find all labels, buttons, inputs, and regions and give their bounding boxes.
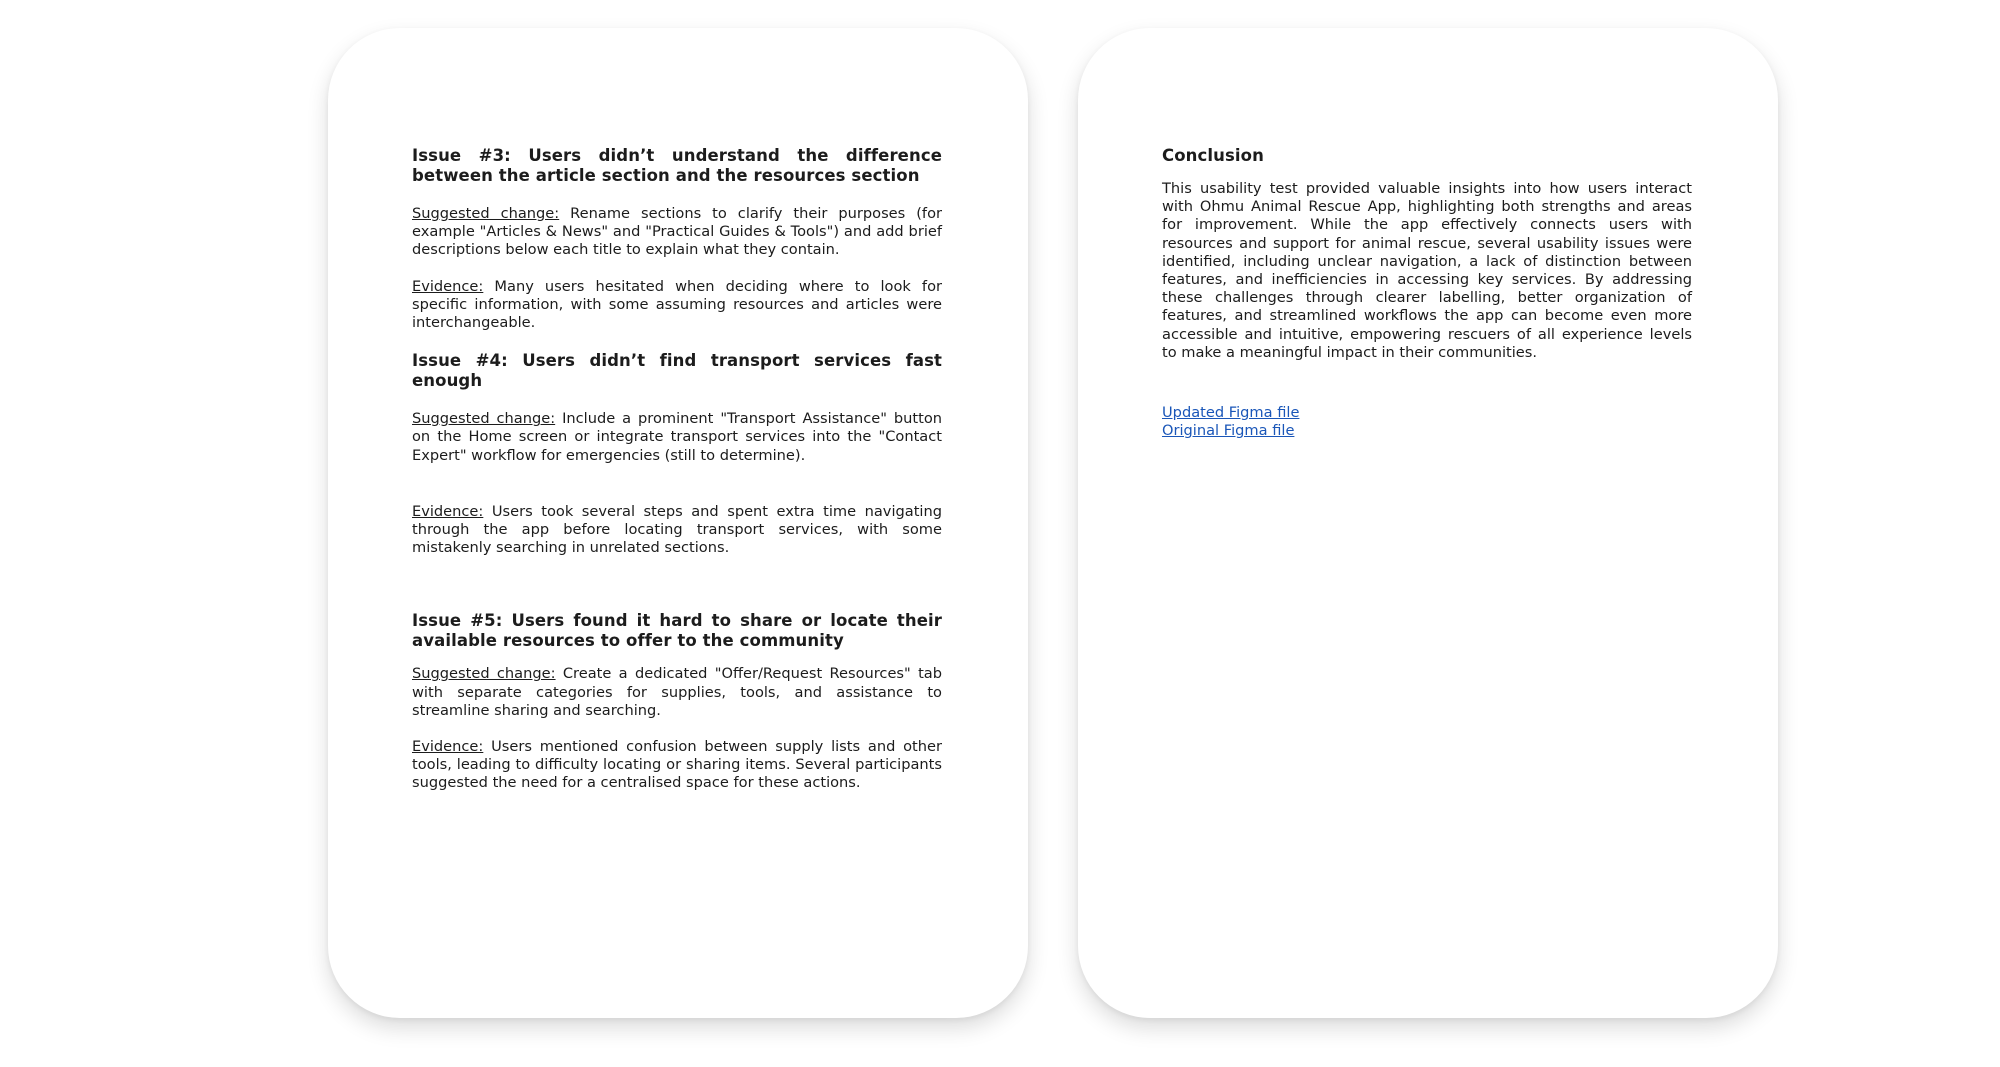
issue-3-suggested-change: [412, 205, 942, 260]
evidence-label: Evidence:: [412, 502, 484, 520]
evidence-text: Users mentioned confusion between supply lists and other tools, leading to difficulty locating or sharing items. Several participants suggested the need for a centralised space for these actions.: [412, 738, 942, 792]
document-page-left: [328, 28, 1028, 1018]
issue-4-heading: Issue #4: Users didn’t find transport services fast enough: [412, 351, 942, 391]
conclusion-heading: Conclusion: [1162, 146, 1264, 165]
conclusion-paragraph: This usability test provided valuable insights into how users interact with Ohmu Animal Rescue App, highlighting both strengths and areas for improvement. While the app effectively connects users with resources and support for animal rescue, several usability issues were identified, including unclear navigation, a lack of distinction between features, and inefficiencies in accessing key services. By addressing these challenges through clearer labelling, better organization of features, and streamlined workflows the app can become even more accessible and intuitive, empowering rescuers of all experience levels to make a meaningful impact in their communities.: [1162, 180, 1692, 361]
issue-4-evidence: [412, 503, 942, 558]
evidence-text: Many users hesitated when deciding where to look for specific information, with some assuming resources and articles were interchangeable.: [412, 277, 942, 332]
document-page-right: [1078, 28, 1778, 1018]
issue-4-suggested-change: [412, 410, 942, 465]
suggested-change-text: Include a prominent "Transport Assistance" button on the Home screen or integrate transport services into the "Contact Expert" workflow for emergencies (still to determine).: [412, 410, 942, 464]
suggested-change-text: Create a dedicated "Offer/Request Resources" tab with separate categories for supplies, tools, and assistance to streamline sharing and searching.: [412, 665, 943, 719]
suggested-change-label: Suggested change:: [412, 410, 556, 428]
updated-figma-link[interactable]: Updated Figma file: [1162, 404, 1300, 422]
original-figma-link[interactable]: Original Figma file: [1162, 422, 1295, 440]
evidence-text: Users took several steps and spent extra time navigating through the app before locating transport services, with some mistakenly searching in unrelated sections.: [412, 502, 942, 557]
issue-5-evidence: [412, 738, 942, 793]
suggested-change-label: Suggested change:: [412, 205, 560, 222]
evidence-label: Evidence:: [412, 277, 484, 295]
issue-5-suggested-change: [412, 665, 942, 720]
issue-3-evidence: [412, 278, 942, 333]
evidence-label: Evidence:: [412, 738, 484, 756]
issue-3-heading: Issue #3: Users didn’t understand the difference between the article section and the resources section: [412, 146, 942, 185]
suggested-change-label: Suggested change:: [412, 665, 556, 683]
suggested-change-text: Rename sections to clarify their purposes (for example "Articles & News" and "Practical Guides & Tools") and add brief descriptions below each title to explain what they contain.: [412, 205, 942, 259]
issue-5-heading: Issue #5: Users found it hard to share or locate their available resources to offer to the community: [412, 611, 942, 651]
